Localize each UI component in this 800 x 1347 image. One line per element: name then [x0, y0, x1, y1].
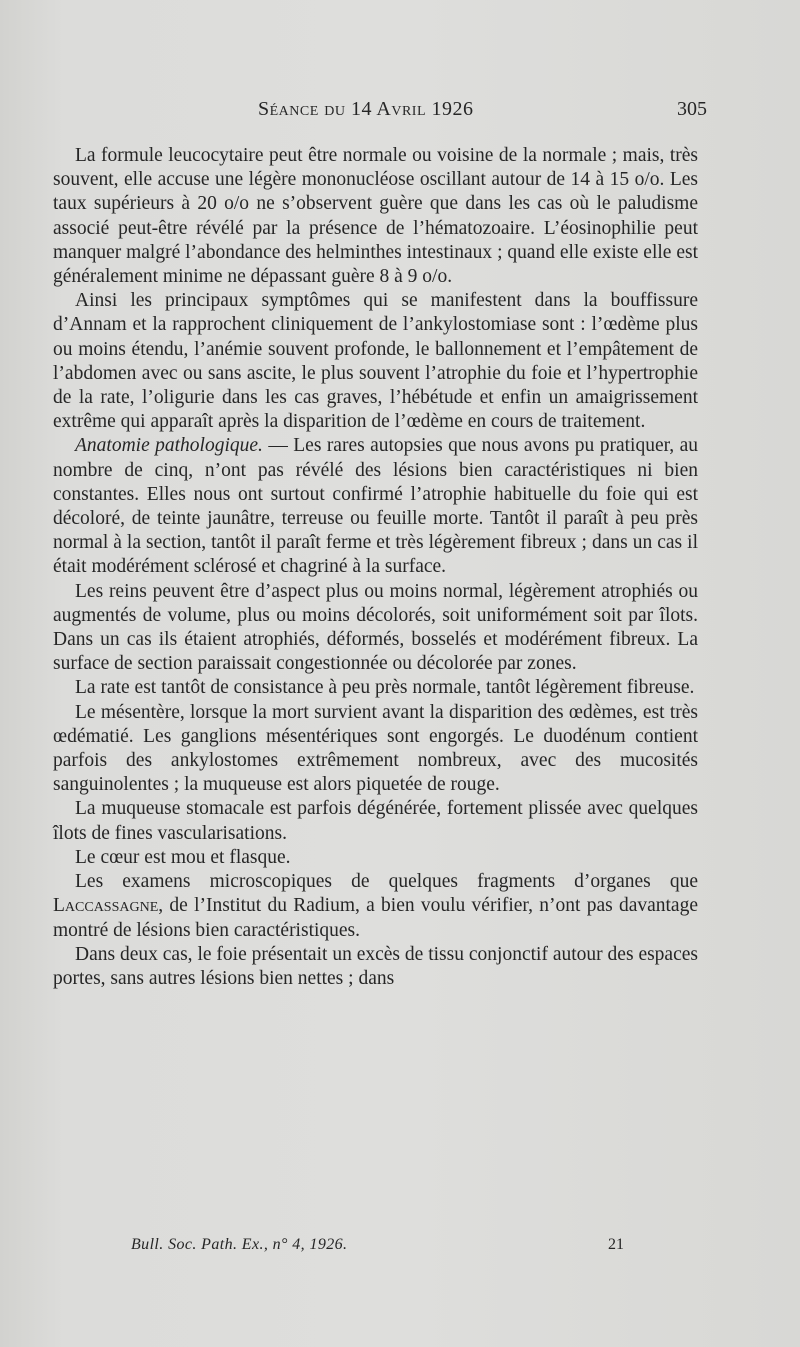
page-footer	[0, 1236, 800, 1266]
paragraph-spleen: La rate est tantôt de consistance à peu près normale, tantôt légèrement fibreuse.	[75, 677, 695, 699]
paragraph-text: — Les rares autopsies que nous avons pu pratiquer, au nombre de cinq, n’ont pas révélé des lésions bien caractéristiques ni bien constantes. Elles nous ont surtout confirmé l’atrophie habituelle du foie qui est décoloré, de teinte jaunâtre, terreuse ou feuille morte. Tantôt il paraît à peu près normal à la section, tantôt il paraît ferme et très légèrement fibreux ; dans un cas il était modérément sclérosé et chagriné à la surface.	[53, 435, 698, 578]
paragraph-symptoms-summary: Ainsi les principaux symptômes qui se manifestent dans la bouffissure d’Annam et la rapprochent cliniquement de l’ankylostomiase sont : l’œdème plus ou moins étendu, l’anémie souvent profonde, le ballonnement et l’empâtement de l’abdomen avec ou sans ascite, le plus souvent l’atrophie du foie et l’hypertrophie de la rate, l’oligurie dans les cas graves, l’hébétude et enfin un amaigrissement extrême qui apparaît après la disparition de l’œdème en cours de traitement.	[53, 290, 698, 433]
paragraph-text: Les examens microscopiques de quelques fragments d’organes que	[75, 871, 698, 893]
page-header	[0, 98, 800, 132]
running-title: Séance du 14 Avril 1926	[258, 98, 474, 120]
paragraph-leucocytes: La formule leucocytaire peut être normale ou voisine de la normale ; mais, très souvent, elle accuse une légère mononucléose oscillant autour de 14 à 15 o/o. Les taux supérieurs à 20 o/o ne s’observent guère que dans les cas où le paludisme associé peut-être révélé par la présence de l’hématozoaire. L’éosinophilie peut manquer malgré l’abondance des helminthes intestinaux ; quand elle existe elle est généralement minime ne dépassant guère 8 à 9 o/o.	[53, 145, 698, 288]
signature-mark: 21	[608, 1236, 624, 1253]
paragraph-kidneys: Les reins peuvent être d’aspect plus ou moins normal, légèrement atrophiés ou augmentés de volume, plus ou moins décolorés, soit uniformément soit par îlots. Dans un cas ils étaient atrophiés, déformés, bosselés et modérément fibreux. La surface de section paraissait congestionnée ou décolorée par zones.	[53, 580, 698, 675]
section-heading-italic: Anatomie pathologique.	[75, 435, 263, 457]
paragraph-heart: Le cœur est mou et flasque.	[75, 846, 291, 868]
body-text	[53, 144, 698, 991]
paragraph-mesentery: Le mésentère, lorsque la mort survient avant la disparition des œdèmes, est très œdématié. Les ganglions mésentériques sont engorgés. Le duodénum contient parfois des ankylostomes extrêmement nombreux, avec des mucosités sanguinolentes ; la muqueuse est alors piquetée de rouge.	[53, 701, 698, 796]
author-name: Laccassagne	[53, 895, 159, 917]
page-number: 305	[677, 98, 707, 120]
paragraph-stomach: La muqueuse stomacale est parfois dégénérée, fortement plissée avec quelques îlots de fines vascularisations.	[53, 798, 698, 844]
paragraph-microscopy	[53, 870, 698, 943]
journal-citation: Bull. Soc. Path. Ex., n° 4, 1926.	[131, 1236, 348, 1253]
paragraph-text: , de l’Institut du Radium, a bien voulu vérifier, n’ont pas davantage montré de lésions bien caractéristiques.	[53, 895, 698, 941]
paragraph-pathological-anatomy	[53, 434, 698, 579]
paragraph-liver-cases: Dans deux cas, le foie présentait un excès de tissu conjonctif autour des espaces portes, sans autres lésions bien nettes ; dans	[53, 943, 698, 989]
